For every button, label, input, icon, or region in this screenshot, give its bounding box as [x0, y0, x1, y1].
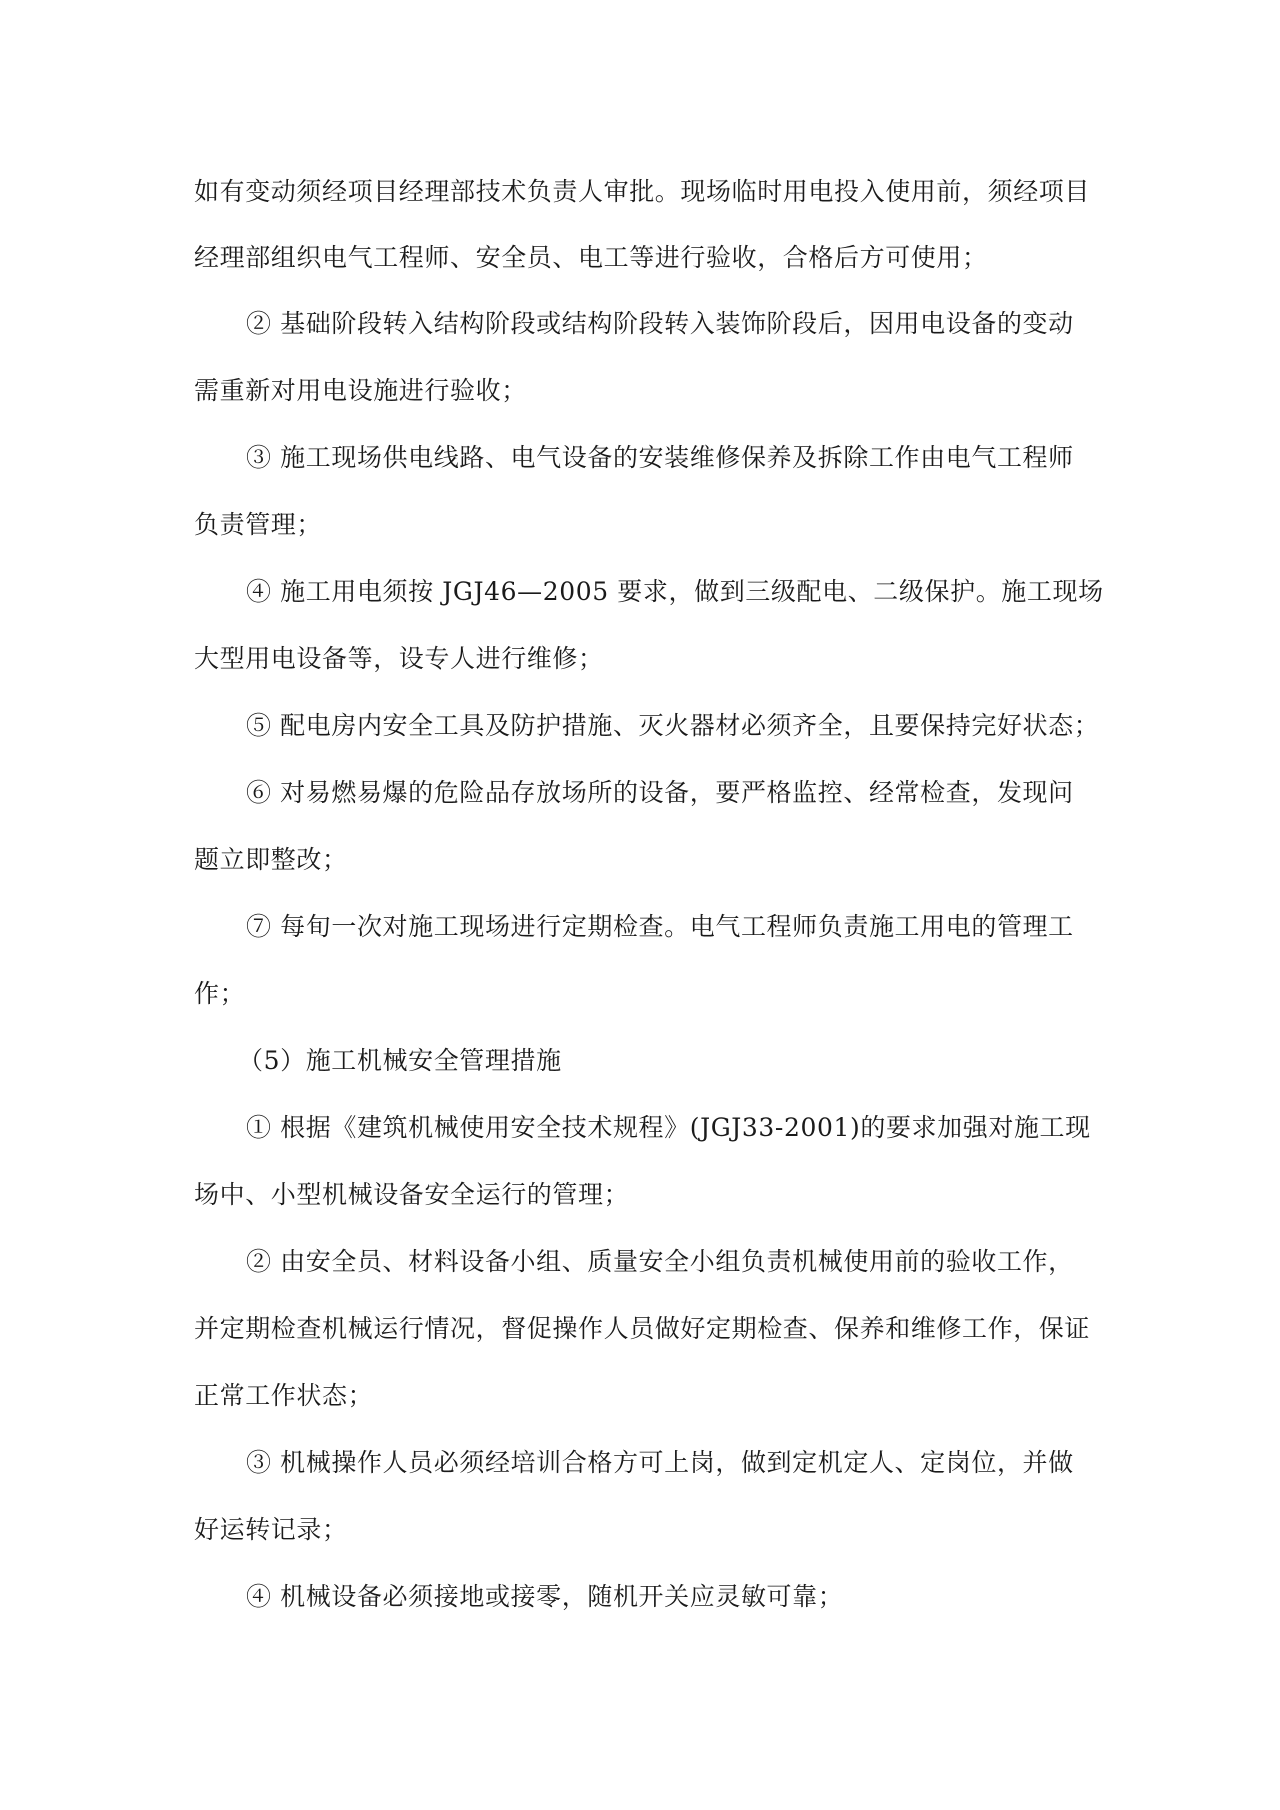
- paragraph-line: 正常工作状态；: [194, 1381, 374, 1410]
- paragraph-line: 并定期检查机械运行情况，督促操作人员做好定期检查、保养和维修工作，保证: [194, 1314, 1091, 1343]
- paragraph-line: 大型用电设备等，设专人进行维修；: [194, 644, 604, 673]
- paragraph-line: 需重新对用电设施进行验收；: [194, 376, 527, 405]
- paragraph-line: 题立即整改；: [194, 845, 348, 874]
- paragraph-line: ⑦ 每旬一次对施工现场进行定期检查。电气工程师负责施工用电的管理工: [246, 912, 1074, 941]
- paragraph-line: ④ 机械设备必须接地或接零，随机开关应灵敏可靠；: [246, 1582, 844, 1611]
- paragraph-line: 作；: [194, 979, 246, 1008]
- paragraph-line: 好运转记录；: [194, 1515, 348, 1544]
- paragraph-line: 经理部组织电气工程师、安全员、电工等进行验收，合格后方可使用；: [194, 243, 988, 272]
- paragraph-line: ② 由安全员、材料设备小组、质量安全小组负责机械使用前的验收工作，: [246, 1247, 1074, 1276]
- paragraph-line: 如有变动须经项目经理部技术负责人审批。现场临时用电投入使用前，须经项目: [194, 177, 1091, 206]
- section-heading: （5）施工机械安全管理措施: [238, 1046, 562, 1075]
- paragraph-line: ② 基础阶段转入结构阶段或结构阶段转入装饰阶段后，因用电设备的变动: [246, 309, 1074, 338]
- paragraph-line: ④ 施工用电须按 JGJ46—2005 要求，做到三级配电、二级保护。施工现场: [246, 577, 1104, 606]
- paragraph-line: 负责管理；: [194, 510, 323, 539]
- paragraph-line: 场中、小型机械设备安全运行的管理；: [194, 1180, 630, 1209]
- paragraph-line: ③ 施工现场供电线路、电气设备的安装维修保养及拆除工作由电气工程师: [246, 443, 1074, 472]
- paragraph-line: ③ 机械操作人员必须经培训合格方可上岗，做到定机定人、定岗位，并做: [246, 1448, 1074, 1477]
- paragraph-line: ⑤ 配电房内安全工具及防护措施、灭火器材必须齐全，且要保持完好状态；: [246, 711, 1100, 740]
- paragraph-line: ⑥ 对易燃易爆的危险品存放场所的设备，要严格监控、经常检查，发现问: [246, 778, 1074, 807]
- paragraph-line: ① 根据《建筑机械使用安全技术规程》(JGJ33-2001)的要求加强对施工现: [246, 1113, 1091, 1142]
